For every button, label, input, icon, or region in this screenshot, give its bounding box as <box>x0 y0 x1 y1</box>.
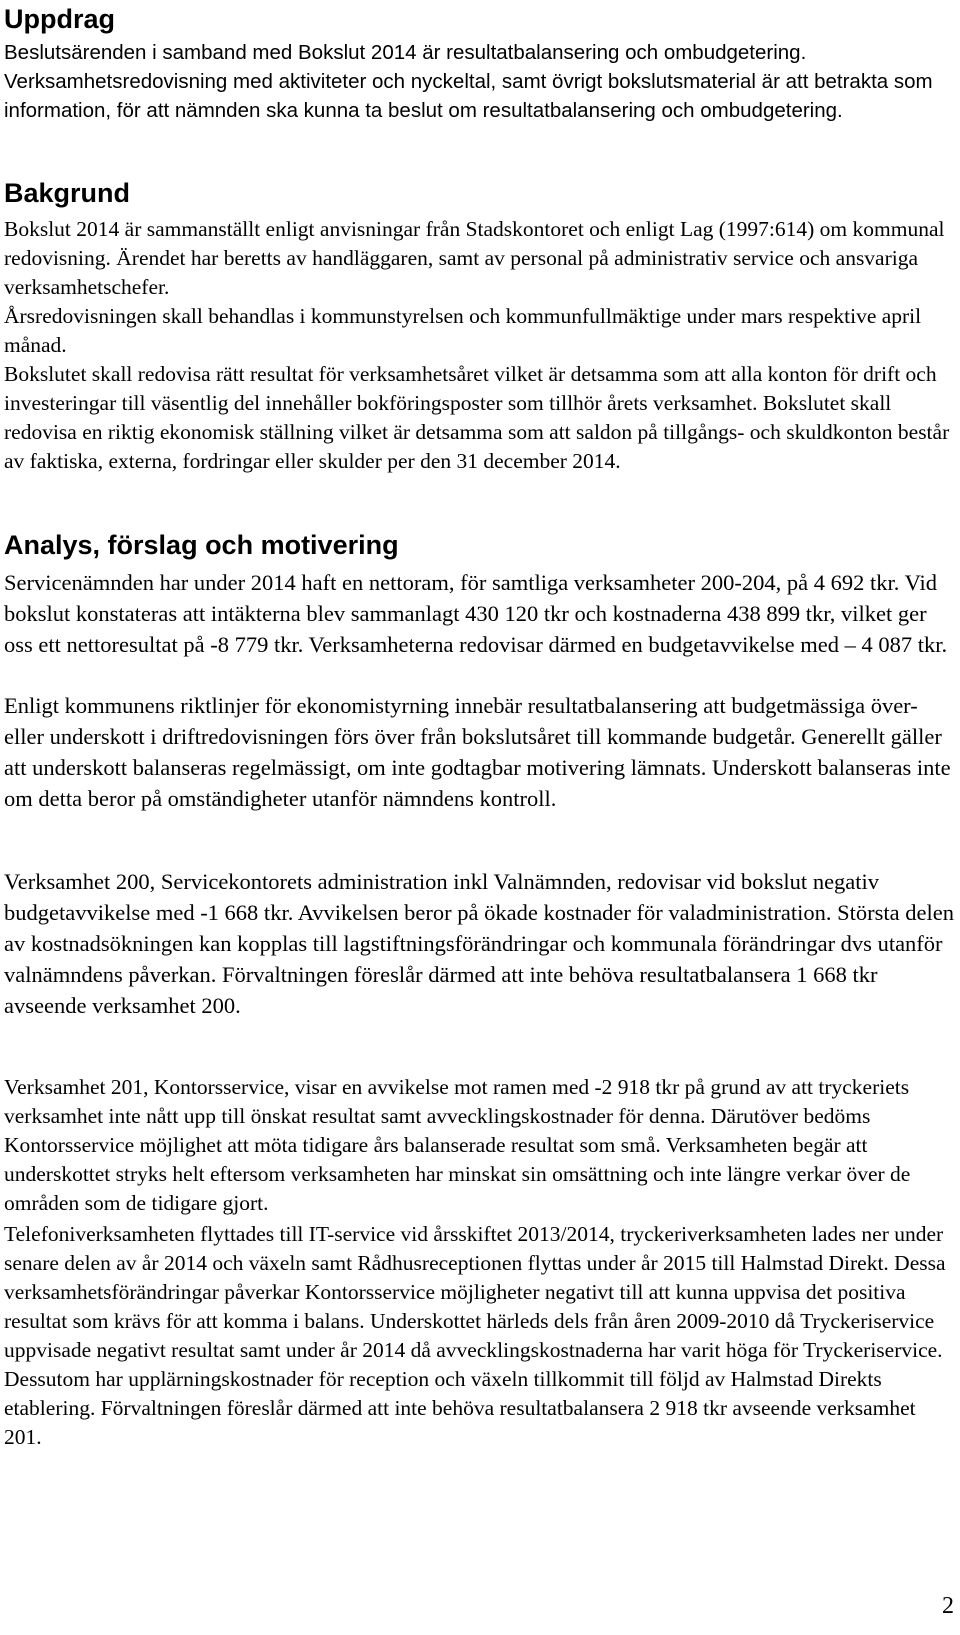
paragraph-analys-4: Verksamhet 201, Kontorsservice, visar en avvikelse mot ramen med -2 918 tkr på grund av att tryckeriets verksamhet inte nått upp till önskat resultat samt avvecklingskostnader för denna. Därutöver bedöms Kontorsservice möjlighet att möta tidigare års balanserade resultat som små. Verksamheten begär att underskottet stryks helt eftersom verksamheten har minskat sin omsättning och inte längre verkar över de områden som de tidigare gjort. <box>4 1075 911 1215</box>
paragraph-analys-2: Enligt kommunens riktlinjer för ekonomistyrning innebär resultatbalansering att budgetmässiga över- eller underskott i driftredovisningen förs över från bokslutsåret till kommande budgetår. Generellt gäller att underskott balanseras regelmässigt, om inte godtagbar motivering lämnats. Underskott balanseras inte om detta beror på omständigheter utanför nämndens kontroll. <box>4 693 951 811</box>
page-number: 2 <box>942 1593 954 1619</box>
heading-uppdrag: Uppdrag <box>4 4 115 34</box>
paragraph-analys-1: Servicenämnden har under 2014 haft en nettoram, för samtliga verksamheter 200-204, på 4 692 tkr. Vid bokslut konstateras att intäkterna blev sammanlagt 430 120 tkr och kostnaderna 438 899 tkr, vilket ger oss ett nettoresultat på -8 779 tkr. Verksamheterna redovisar därmed en budgetavvikelse med – 4 087 tkr. <box>4 570 948 657</box>
paragraph-uppdrag: Beslutsärenden i samband med Bokslut 2014 är resultatbalansering och ombudgetering. Verksamhetsredovisning med aktiviteter och nyckeltal, samt övrigt bokslutsmaterial är att betrakta som information, för att nämnden ska kunna ta beslut om resultatbalansering och ombudgetering. <box>4 41 933 122</box>
paragraph-bakgrund-3: Bokslutet skall redovisa rätt resultat för verksamhetsåret vilket är detsamma som att alla konton för drift och investeringar till väsentlig del innehåller bokföringsposter som tillhör årets verksamhet. Bokslutet skall redovisa en riktig ekonomisk ställning vilket är detsamma som att saldon på tillgångs- och skuldkonton består av faktiska, externa, fordringar eller skulder per den 31 december 2014. <box>4 362 950 473</box>
paragraph-bakgrund-2: Årsredovisningen skall behandlas i kommunstyrelsen och kommunfullmäktige under mars respektive april månad. <box>4 304 922 357</box>
heading-analys: Analys, förslag och motivering <box>4 530 399 560</box>
heading-bakgrund: Bakgrund <box>4 178 131 208</box>
paragraph-analys-5: Telefoniverksamheten flyttades till IT-service vid årsskiftet 2013/2014, tryckeriverksamheten lades ner under senare delen av år 2014 och växeln samt Rådhusreceptionen flyttas under år 2015 till Halmstad Direkt. Dessa verksamhetsförändringar påverkar Kontorsservice möjligheter negativt till att kunna uppvisa det positiva resultat som krävs för att komma i balans. Underskottet härleds dels från åren 2009-2010 då Tryckeriservice uppvisade negativt resultat samt under år 2014 då avvecklingskostnaderna har varit höga för Tryckeriservice. Dessutom har upplärningskostnader för reception och växeln tillkommit till följd av Halmstad Direkts etablering. Förvaltningen föreslår därmed att inte behöva resultatbalansera 2 918 tkr avseende verksamhet 201. <box>4 1222 946 1449</box>
paragraph-analys-3: Verksamhet 200, Servicekontorets administration inkl Valnämnden, redovisar vid bokslut negativ budgetavvikelse med -1 668 tkr. Avvikelsen beror på ökade kostnader för valadministration. Största delen av kostnadsökningen kan kopplas till lagstiftningsförändringar och kommunala förändringar dvs utanför valnämndens påverkan. Förvaltningen föreslår därmed att inte behöva resultatbalansera 1 668 tkr avseende verksamhet 200. <box>4 869 954 1018</box>
paragraph-bakgrund-1: Bokslut 2014 är sammanställt enligt anvisningar från Stadskontoret och enligt Lag (1997:614) om kommunal redovisning. Ärendet har beretts av handläggaren, samt av personal på administrativ service och ansvariga verksamhetschefer. <box>4 217 945 299</box>
